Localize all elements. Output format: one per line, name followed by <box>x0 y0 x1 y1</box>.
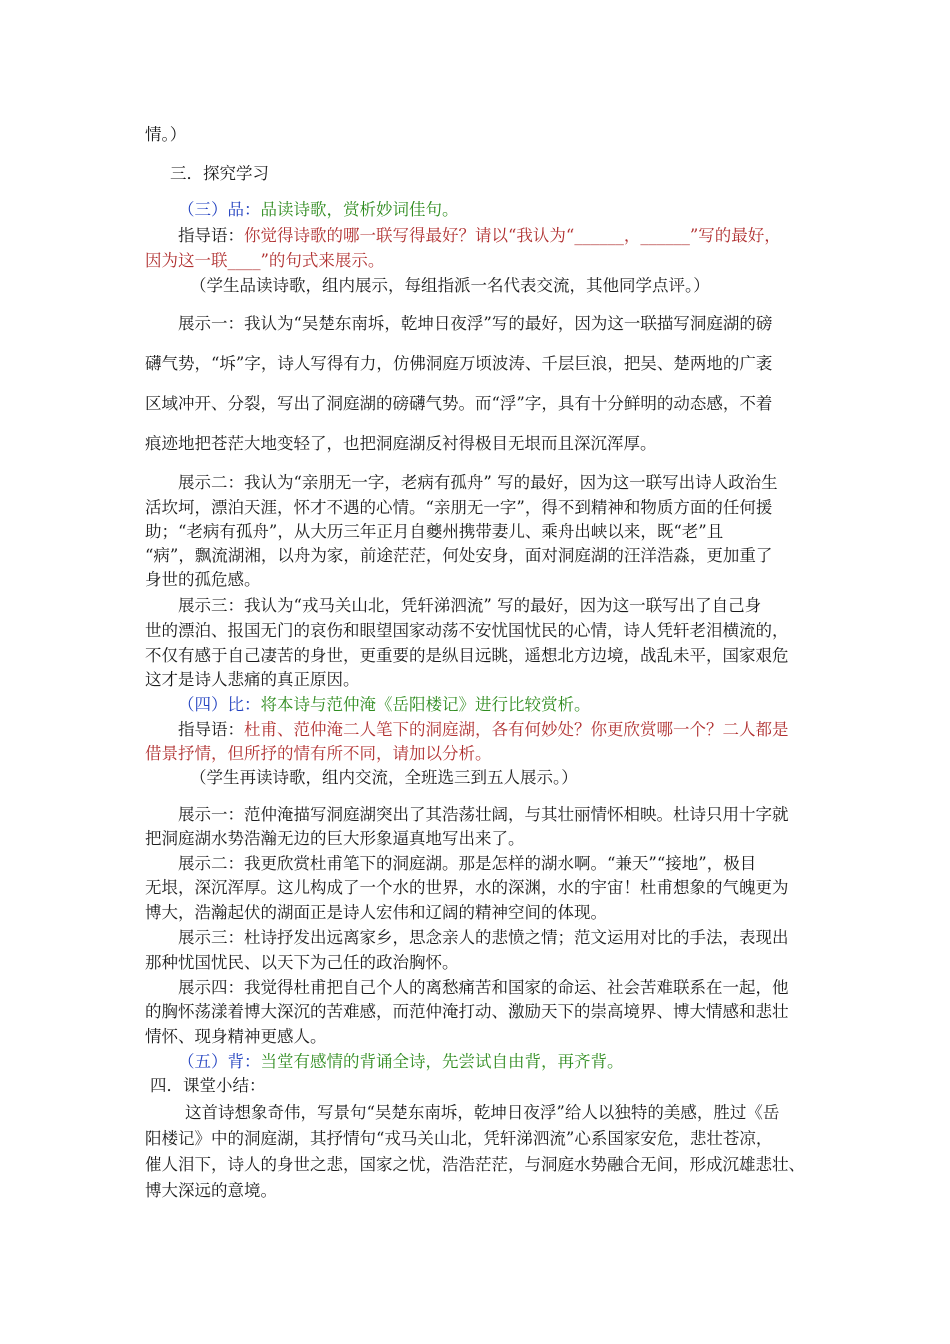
part-bei-heading <box>178 1050 624 1074</box>
summary-line3: 催人泪下，诗人的身世之悲，国家之忧，浩浩茫茫，与洞庭水势融合无间，形成沉雄悲壮、 <box>145 1155 805 1174</box>
bi-show4-line3: 情怀、现身精神更感人。 <box>145 1027 327 1046</box>
section-heading-4: 四．课堂小结： <box>150 1076 266 1095</box>
part-bi-heading <box>178 693 591 717</box>
part-bi-task: 将本诗与范仲淹《岳阳楼记》进行比较赏析。 <box>260 695 591 714</box>
summary-line4: 博大深远的意境。 <box>145 1181 277 1200</box>
summary-line2: 阳楼记》中的洞庭湖，其抒情句“戎马关山北，凭轩涕泗流”心系国家安危，悲壮苍凉， <box>145 1129 773 1148</box>
pin-show1-line4: 痕迹地把苍茫大地变轻了，也把洞庭湖反衬得极目无垠而且深沉浑厚。 <box>145 434 657 453</box>
part-bi-guide <box>178 718 789 742</box>
bi-show4-line1: 展示四：我觉得杜甫把自己个人的离愁痛苦和国家的命运、社会苦难联系在一起，他 <box>178 978 789 997</box>
part-pin-heading <box>178 198 459 222</box>
bi-show3-line2: 那种忧国忧民、以天下为己任的政治胸怀。 <box>145 953 459 972</box>
bi-show2-line1: 展示二：我更欣赏杜甫笔下的洞庭湖。那是怎样的湖水啊。“兼天”“接地”，极目 <box>178 854 757 873</box>
part-pin-label: （三）品： <box>178 200 261 219</box>
pin-show2-line1: 展示二：我认为“亲朋无一字，老病有孤舟” 写的最好，因为这一联写出诗人政治生 <box>178 473 778 492</box>
bi-show3-line1: 展示三：杜诗抒发出远离家乡，思念亲人的悲愤之情；范文运用对比的手法，表现出 <box>178 928 789 947</box>
part-pin-note: （学生品读诗歌，组内展示，每组指派一名代表交流，其他同学点评。） <box>190 276 710 295</box>
bi-guide-text-2: 借景抒情，但所抒的情有所不同，请加以分析。 <box>145 744 492 763</box>
bi-show4-line2: 的胸怀荡漾着博大深沉的苦难感，而范仲淹打动、激励天下的崇高境界、博大情感和悲壮 <box>145 1002 789 1021</box>
summary-line1: 这首诗想象奇伟，写景句“吴楚东南坼，乾坤日夜浮”给人以独特的美感，胜过《岳 <box>185 1103 780 1122</box>
pin-show3-line1: 展示三：我认为“戎马关山北，凭轩涕泗流” 写的最好，因为这一联写出了自己身 <box>178 596 762 615</box>
bi-guide-text-1: 杜甫、范仲淹二人笔下的洞庭湖，各有何妙处？你更欣赏哪一个？二人都是 <box>244 720 789 739</box>
pin-show1-line3: 区域冲开、分裂，写出了洞庭湖的磅礴气势。而“浮”字，具有十分鲜明的动态感，不着 <box>145 394 773 413</box>
part-bi-note: （学生再读诗歌，组内交流，全班选三到五人展示。） <box>190 768 578 787</box>
section-heading-3: 三．探究学习 <box>170 164 269 183</box>
part-pin-guide <box>178 224 781 248</box>
pin-show2-line2: 活坎坷，漂泊天涯，怀才不遇的心情。“亲朋无一字”，得不到精神和物质方面的任何援 <box>145 498 773 517</box>
intro-tail: 情。） <box>145 125 187 144</box>
guide-text-1: 你觉得诗歌的哪一联写得最好？请以“我认为“______，______”写的最好， <box>244 226 781 245</box>
pin-show1-line2: 礴气势，“坼”字，诗人写得有力，仿佛洞庭万顷波涛、千层巨浪，把吴、楚两地的广袤 <box>145 354 773 373</box>
part-bei-label: （五）背： <box>178 1052 261 1071</box>
guide-label: 指导语： <box>178 226 244 245</box>
pin-show2-line4: “病”，飘流湖湘，以舟为家，前途茫茫，何处安身，面对洞庭湖的汪洋浩淼，更加重了 <box>145 546 773 565</box>
pin-show3-line3: 不仅有感于自己凄苦的身世，更重要的是纵目远眺，遥想北方边境，战乱未平，国家艰危 <box>145 646 789 665</box>
pin-show3-line4: 这才是诗人悲痛的真正原因。 <box>145 670 360 689</box>
guide-text-2: 因为这一联____”的句式来展示。 <box>145 251 385 270</box>
pin-show1-line1: 展示一：我认为“吴楚东南坼，乾坤日夜浮”写的最好，因为这一联描写洞庭湖的磅 <box>178 314 773 333</box>
bi-show1-line1: 展示一：范仲淹描写洞庭湖突出了其浩荡壮阔，与其壮丽情怀相映。杜诗只用十字就 <box>178 805 789 824</box>
bi-show2-line2: 无垠，深沉浑厚。这儿构成了一个水的世界，水的深渊，水的宇宙！杜甫想象的气魄更为 <box>145 878 789 897</box>
pin-show3-line2: 世的漂泊、报国无门的哀伤和眼望国家动荡不安忧国忧民的心情，诗人凭轩老泪横流的， <box>145 621 789 640</box>
part-bi-label: （四）比： <box>178 695 261 714</box>
bi-show2-line3: 博大，浩瀚起伏的湖面正是诗人宏伟和辽阔的精神空间的体现。 <box>145 903 607 922</box>
bi-show1-line2: 把洞庭湖水势浩瀚无边的巨大形象逼真地写出来了。 <box>145 829 525 848</box>
bi-guide-label: 指导语： <box>178 720 244 739</box>
part-bei-task: 当堂有感情的背诵全诗，先尝试自由背，再齐背。 <box>260 1052 624 1071</box>
pin-show2-line5: 身世的孤危感。 <box>145 570 261 589</box>
part-pin-task: 品读诗歌，赏析妙词佳句。 <box>260 200 459 219</box>
pin-show2-line3: 助；“老病有孤舟”，从大历三年正月自夔州携带妻儿、乘舟出峡以来，既“老”且 <box>145 522 724 541</box>
